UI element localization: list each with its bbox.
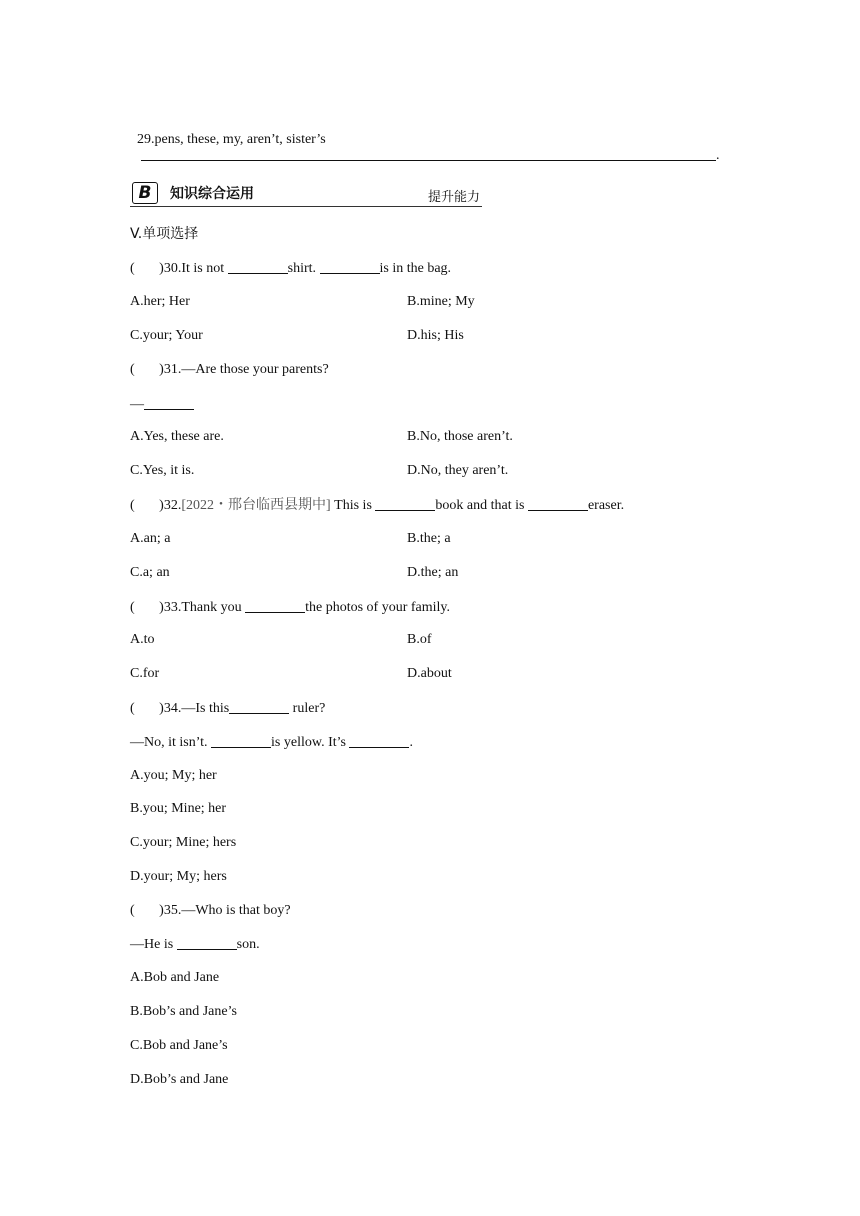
stem-text: is in the bag.	[379, 261, 452, 276]
paren: (	[130, 903, 135, 918]
stem-text: ruler?	[289, 701, 326, 716]
question-34	[130, 699, 325, 718]
option-a[interactable]: A.her; Her	[130, 294, 190, 309]
option-b[interactable]: B.the; a	[407, 531, 451, 546]
option-b[interactable]: B.you; Mine; her	[130, 801, 227, 816]
dash: —	[130, 397, 144, 412]
option-d[interactable]: D.his; His	[407, 328, 464, 343]
answer-blank[interactable]	[229, 699, 289, 714]
option-d[interactable]: D.about	[407, 666, 452, 681]
option-d[interactable]: D.your; My; hers	[130, 869, 227, 884]
stem-text: .	[409, 735, 413, 750]
option-b[interactable]: B.No, those aren’t.	[407, 429, 513, 444]
option-b[interactable]: B.of	[407, 632, 432, 647]
stem-text: )30.It is not	[159, 261, 228, 276]
option-a[interactable]: A.an; a	[130, 531, 171, 546]
stem-text: eraser.	[587, 498, 625, 513]
option-d[interactable]: D.the; an	[407, 565, 459, 580]
answer-blank[interactable]	[375, 496, 435, 511]
option-c[interactable]: C.your; Your	[130, 328, 203, 343]
section-title: V.单项选择	[130, 226, 199, 242]
answer-blank[interactable]	[177, 935, 237, 950]
stem-text: —No, it isn’t.	[130, 735, 212, 750]
stem-text: —He is	[130, 937, 177, 952]
paren: (	[130, 600, 135, 615]
stem-text: )33.Thank you	[159, 600, 246, 615]
question-31-reply	[130, 395, 194, 414]
stem-text: son.	[236, 937, 260, 952]
option-c[interactable]: C.your; Mine; hers	[130, 835, 237, 850]
answer-blank[interactable]	[245, 598, 305, 613]
option-a[interactable]: A.to	[130, 632, 155, 647]
section-b-badge-icon: B	[132, 182, 158, 204]
option-a[interactable]: A.Yes, these are.	[130, 429, 224, 444]
option-c[interactable]: C.for	[130, 666, 160, 681]
paren: (	[130, 261, 135, 276]
option-b[interactable]: B.mine; My	[407, 294, 475, 309]
option-c[interactable]: C.a; an	[130, 565, 170, 580]
answer-end-dot: .	[716, 148, 720, 163]
question-number: )32.	[159, 498, 182, 513]
option-d[interactable]: D.Bob’s and Jane	[130, 1072, 229, 1087]
option-a[interactable]: A.you; My; her	[130, 768, 217, 783]
answer-blank[interactable]	[144, 395, 194, 410]
question-31	[130, 361, 329, 379]
question-35	[130, 902, 291, 920]
stem-text: )31.—Are those your parents?	[159, 362, 329, 377]
answer-blank[interactable]	[211, 733, 271, 748]
stem-text: is yellow. It’s	[271, 735, 350, 750]
answer-blank[interactable]	[228, 259, 288, 274]
question-33	[130, 598, 450, 617]
paren: (	[130, 362, 135, 377]
option-c[interactable]: C.Bob and Jane’s	[130, 1038, 228, 1053]
answer-blank[interactable]	[320, 259, 380, 274]
stem-text: book and that is	[435, 498, 528, 513]
stem-text: shirt.	[287, 261, 320, 276]
stem-text: )35.—Who is that boy?	[159, 903, 291, 918]
paren: (	[130, 498, 135, 513]
option-a[interactable]: A.Bob and Jane	[130, 970, 220, 985]
question-32	[130, 496, 624, 515]
answer-blank[interactable]	[349, 733, 409, 748]
stem-text: the photos of your family.	[305, 600, 451, 615]
question-30	[130, 259, 451, 278]
question-29	[130, 113, 326, 149]
banner-divider	[130, 206, 482, 207]
banner-right-label: 提升能力	[427, 190, 480, 205]
option-d[interactable]: D.No, they aren’t.	[407, 463, 509, 478]
paren: (	[130, 701, 135, 716]
answer-line[interactable]	[141, 160, 716, 161]
question-source: [2022・邢台临西县期中]	[181, 498, 331, 513]
banner-title: 知识综合运用	[170, 186, 254, 202]
question-29-text: 29.pens, these, my, aren’t, sister’s	[137, 132, 326, 147]
option-b[interactable]: B.Bob’s and Jane’s	[130, 1004, 237, 1019]
stem-text: )34.—Is this	[159, 701, 230, 716]
option-c[interactable]: C.Yes, it is.	[130, 463, 195, 478]
stem-text: This is	[330, 498, 376, 513]
question-35-reply	[130, 935, 260, 954]
question-34-reply	[130, 733, 413, 752]
answer-blank[interactable]	[528, 496, 588, 511]
section-banner	[130, 178, 482, 208]
